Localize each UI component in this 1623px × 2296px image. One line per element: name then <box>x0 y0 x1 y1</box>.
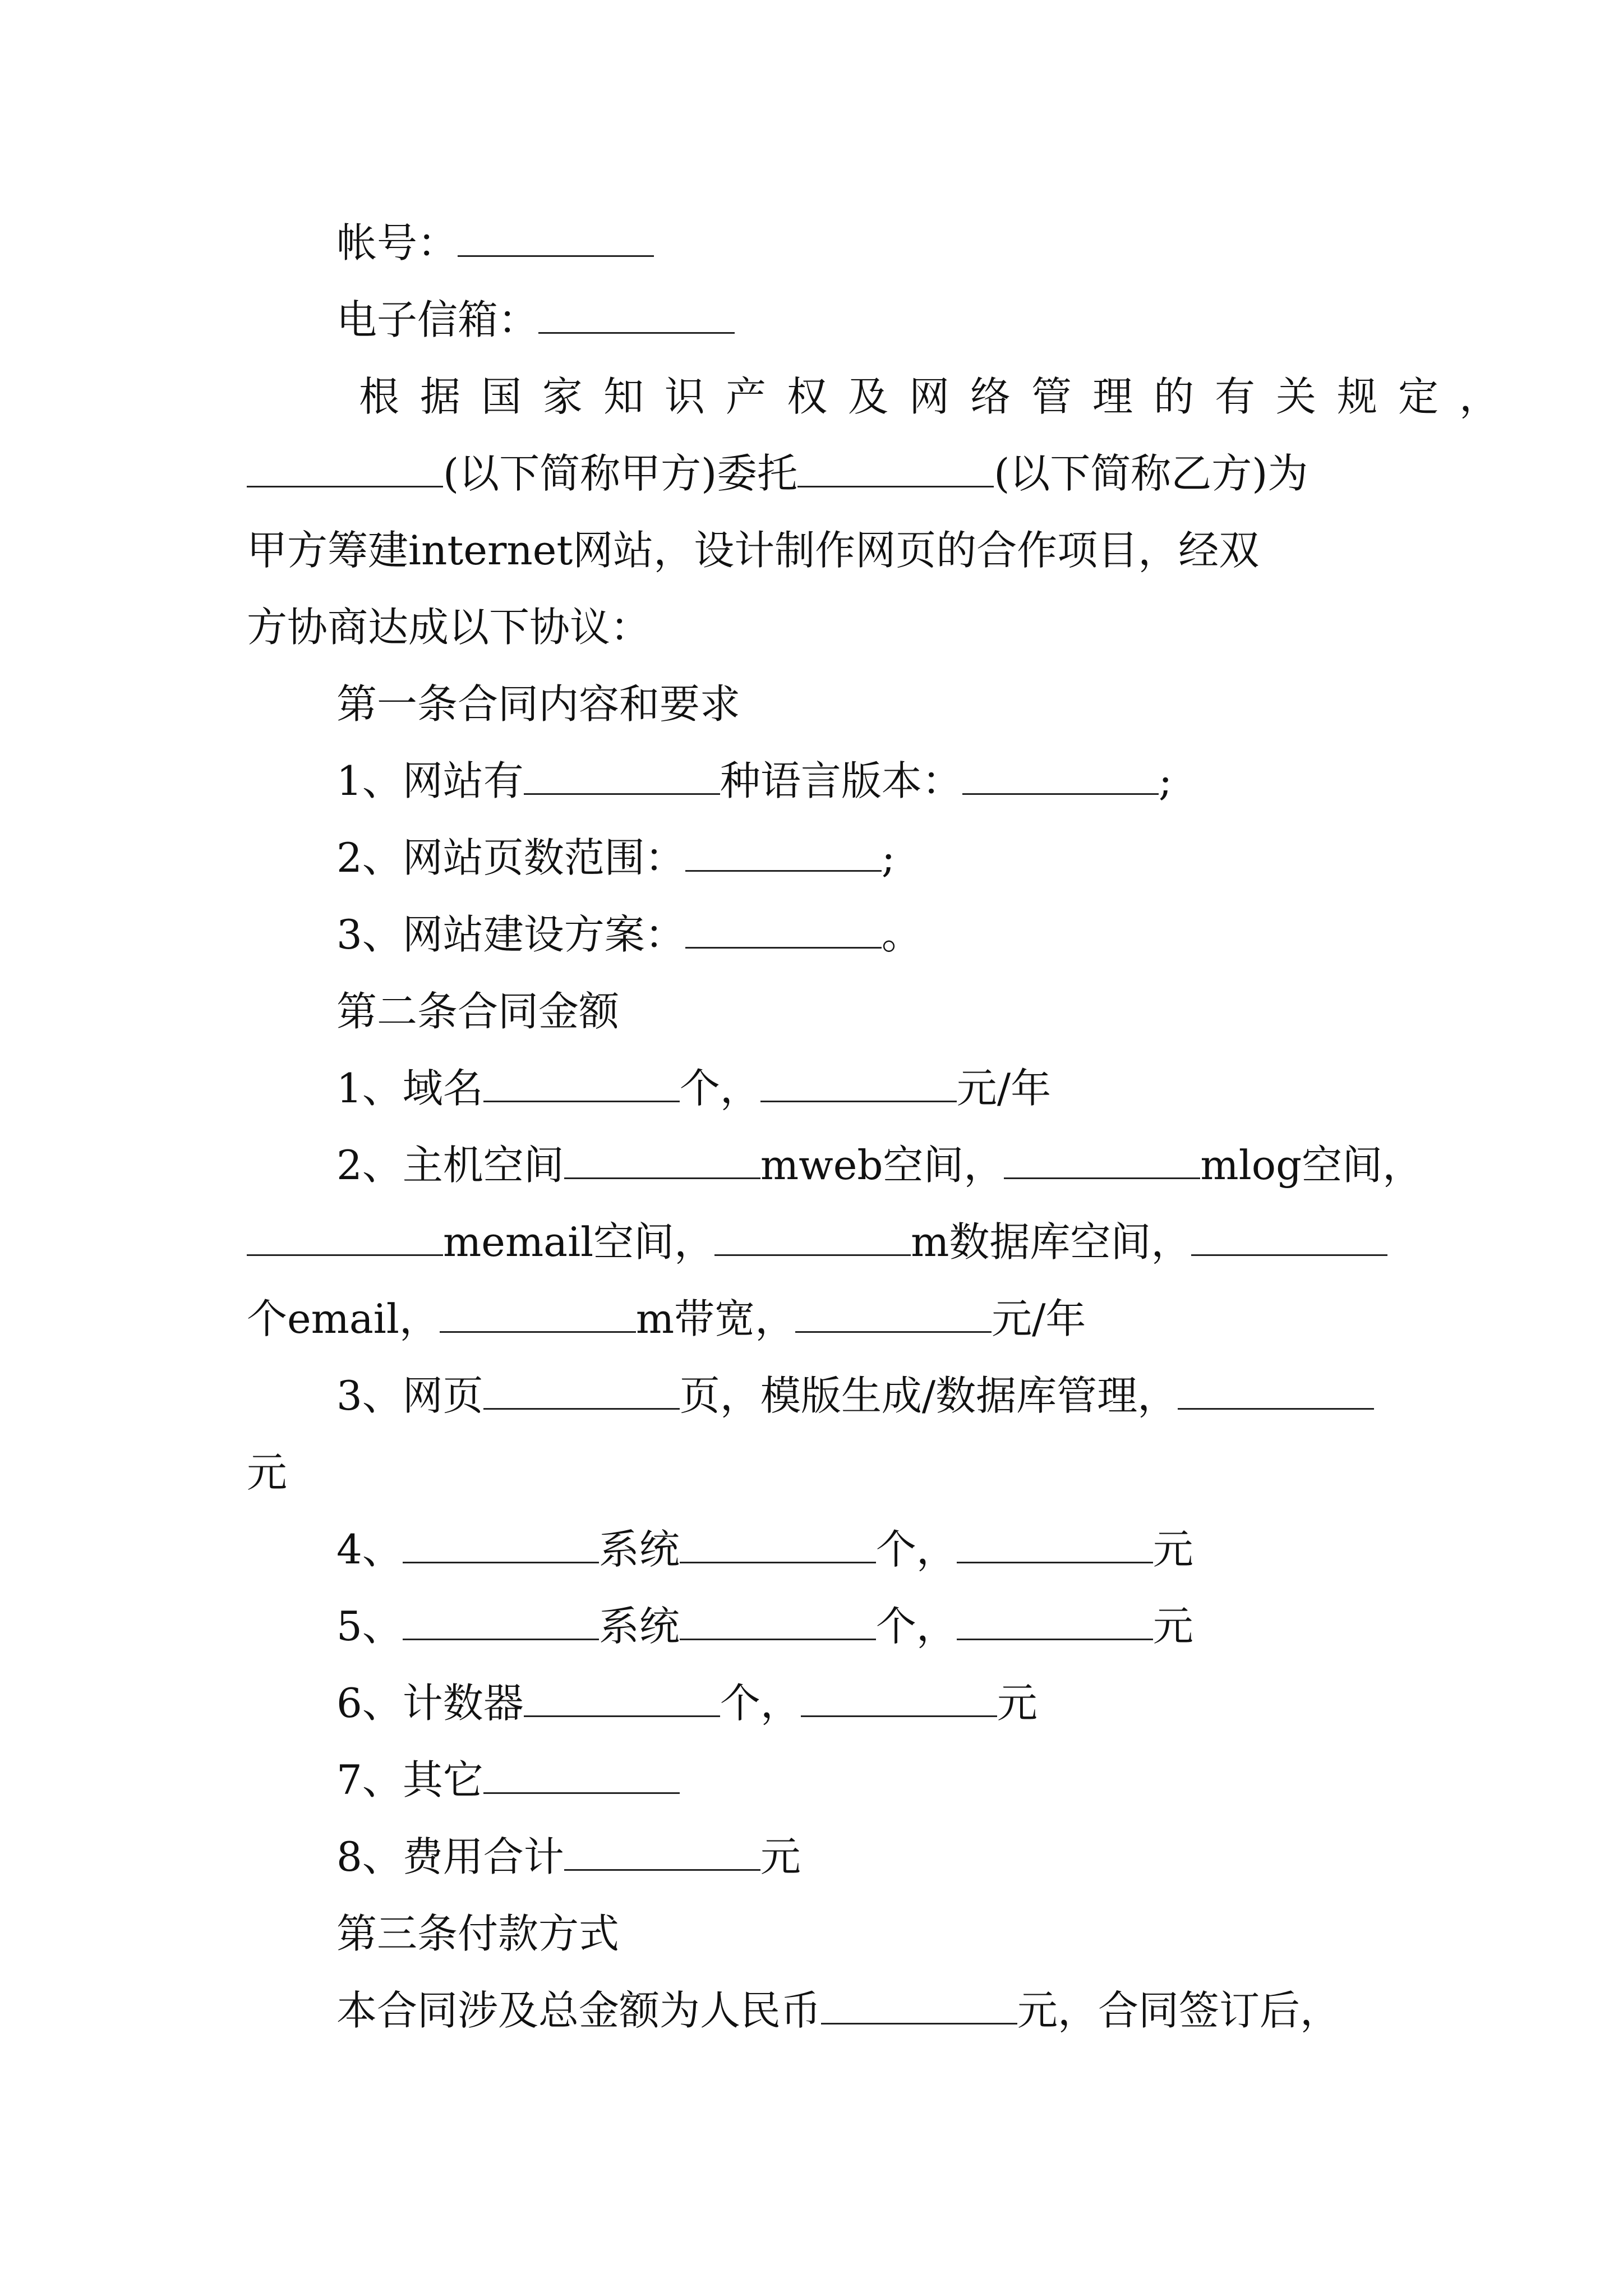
build-plan-blank[interactable] <box>685 913 882 949</box>
web-space-blank[interactable] <box>564 1144 760 1179</box>
intro-line-1: 根据国家知识产权及网络管理的有关规定， <box>359 373 1521 420</box>
page-price-blank[interactable] <box>1178 1374 1374 1410</box>
page-range-blank[interactable] <box>685 836 882 872</box>
article-1-heading: 第一条合同内容和要求 <box>336 680 741 728</box>
bandwidth-blank[interactable] <box>440 1297 636 1333</box>
intro-line-3: 甲方筹建internet网站，设计制作网页的合作项目，经双 <box>247 527 1260 574</box>
article-2-item-1: 1、域名 个， 元/年 <box>336 1065 1052 1112</box>
article-2-item-5: 5、 系统 个， 元 <box>336 1603 1193 1650</box>
domain-count-blank[interactable] <box>483 1067 680 1102</box>
article-3-text: 本合同涉及总金额为人民币 元，合同签订后， <box>336 1987 1341 2034</box>
total-amount-blank[interactable] <box>821 1989 1017 2024</box>
article-2-heading: 第二条合同金额 <box>336 988 620 1035</box>
article-2-item-2: 2、主机空间 mweb空间， mlog空间， <box>336 1142 1423 1189</box>
email-line: 电子信箱： <box>336 292 735 348</box>
system-4-name-blank[interactable] <box>403 1528 599 1563</box>
email-count-blank[interactable] <box>1191 1221 1387 1256</box>
party-b-blank[interactable] <box>797 452 994 487</box>
counter-price-blank[interactable] <box>801 1682 997 1717</box>
system-4-price-blank[interactable] <box>957 1528 1153 1563</box>
article-3-heading: 第三条付款方式 <box>336 1910 620 1957</box>
article-1-item-3: 3、网站建设方案： 。 <box>336 911 922 958</box>
article-2-item-7: 7、其它 <box>336 1752 680 1808</box>
account-line: 帐号： <box>336 215 654 271</box>
email-space-blank[interactable] <box>247 1221 443 1256</box>
article-2-item-8: 8、费用合计 元 <box>336 1833 801 1880</box>
page-count-blank[interactable] <box>483 1374 680 1410</box>
hosting-price-blank[interactable] <box>795 1297 992 1333</box>
intro-line-2: (以下简称甲方)委托 (以下简称乙方)为 <box>247 445 1308 501</box>
party-a-blank[interactable] <box>247 452 443 487</box>
article-2-item-2-cont-1: memail空间， m数据库空间， <box>247 1214 1387 1270</box>
article-1-item-1: 1、网站有 种语言版本： ; <box>336 757 1173 804</box>
language-count-blank[interactable] <box>524 760 720 795</box>
other-blank[interactable] <box>483 1759 680 1794</box>
article-2-item-2-cont-2: 个email， m带宽， 元/年 <box>247 1295 1086 1342</box>
article-2-item-3-cont: 元 <box>247 1449 288 1496</box>
system-4-count-blank[interactable] <box>680 1528 876 1563</box>
article-2-item-6: 6、计数器 个， 元 <box>336 1680 1038 1727</box>
article-2-item-3: 3、网页 页，模版生成/数据库管理， <box>336 1368 1374 1424</box>
system-5-count-blank[interactable] <box>680 1605 876 1640</box>
total-fee-blank[interactable] <box>564 1835 760 1871</box>
system-5-name-blank[interactable] <box>403 1605 599 1640</box>
counter-count-blank[interactable] <box>524 1682 720 1717</box>
article-2-item-4: 4、 系统 个， 元 <box>336 1526 1193 1573</box>
email-blank[interactable] <box>538 298 735 334</box>
domain-price-blank[interactable] <box>760 1067 957 1102</box>
database-space-blank[interactable] <box>714 1221 911 1256</box>
account-blank[interactable] <box>458 222 654 257</box>
system-5-price-blank[interactable] <box>957 1605 1153 1640</box>
language-version-blank[interactable] <box>962 760 1159 795</box>
article-1-item-2: 2、网站页数范围： ; <box>336 834 896 881</box>
log-space-blank[interactable] <box>1004 1144 1200 1179</box>
intro-line-4: 方协商达成以下协议： <box>247 604 651 651</box>
